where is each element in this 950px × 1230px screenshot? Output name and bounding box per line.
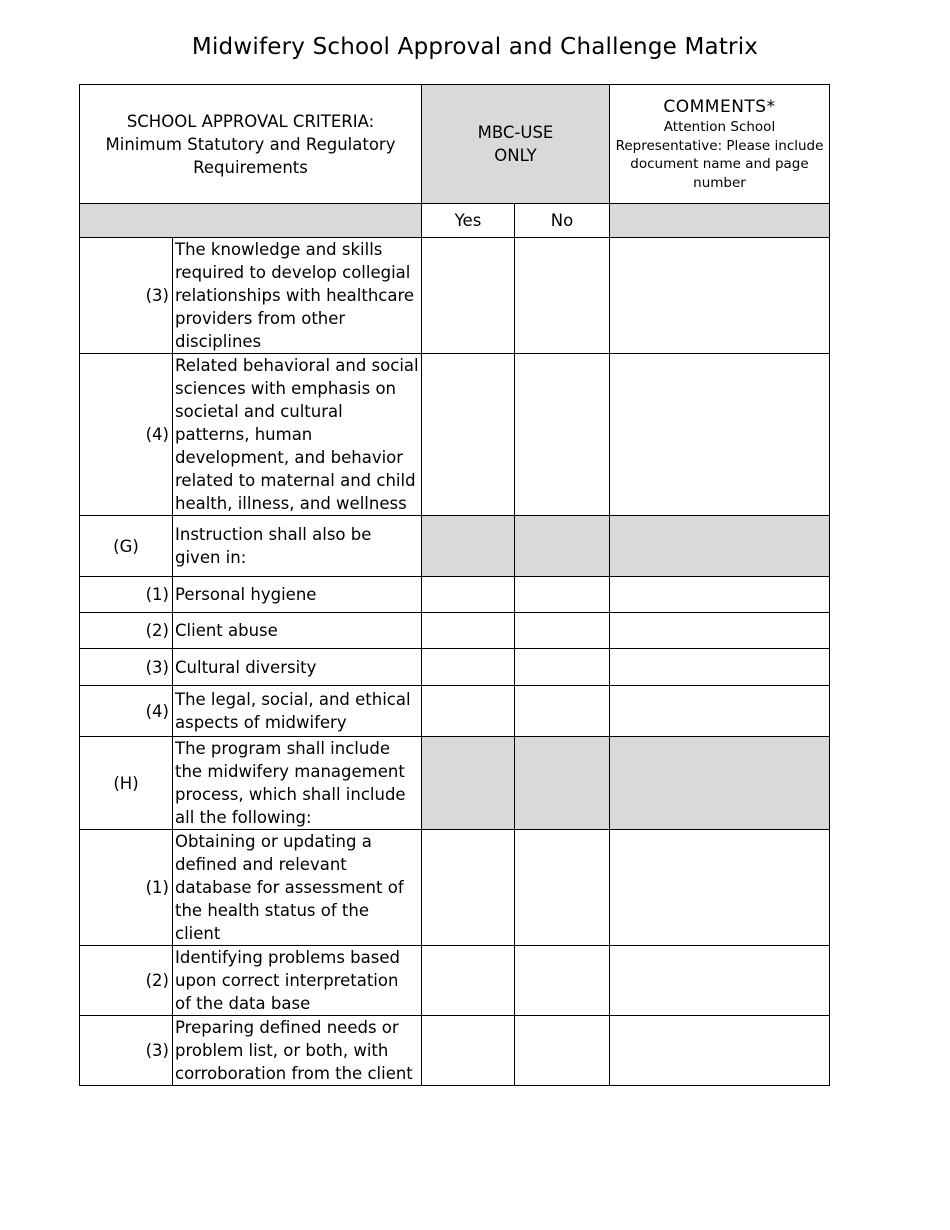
table-row [80, 649, 830, 686]
table-row [80, 577, 830, 613]
comments-title: COMMENTS* [663, 97, 776, 117]
row-criteria: Cultural diversity [173, 649, 422, 686]
yes-cell[interactable] [422, 686, 515, 737]
row-number: (4) [80, 354, 173, 516]
row-criteria: Preparing defined needs or problem list, or both, with corroboration from the client [173, 1016, 422, 1086]
no-cell[interactable] [515, 1016, 610, 1086]
mbc-use-header [422, 85, 610, 204]
no-cell[interactable] [515, 613, 610, 649]
no-cell-disabled [515, 516, 610, 577]
row-number: (3) [80, 238, 173, 354]
mbc-use-label: MBC-USE ONLY [477, 123, 554, 165]
no-cell[interactable] [515, 354, 610, 516]
no-cell[interactable] [515, 577, 610, 613]
row-number: (2) [80, 946, 173, 1016]
row-number: (G) [80, 516, 173, 577]
row-criteria: Instruction shall also be given in: [173, 516, 422, 577]
yes-cell[interactable] [422, 649, 515, 686]
comments-cell[interactable] [610, 686, 830, 737]
criteria-header-line2: Minimum Statutory and Regulatory Requirements [105, 134, 396, 177]
comments-cell[interactable] [610, 577, 830, 613]
no-cell[interactable] [515, 649, 610, 686]
comments-header [610, 85, 830, 204]
yes-cell[interactable] [422, 613, 515, 649]
row-criteria: The program shall include the midwifery management process, which shall include all the following: [173, 737, 422, 830]
row-criteria: Personal hygiene [173, 577, 422, 613]
yes-header: Yes [422, 204, 515, 238]
comments-cell[interactable] [610, 830, 830, 946]
table-row [80, 354, 830, 516]
comments-cell[interactable] [610, 946, 830, 1016]
table-row-section [80, 516, 830, 577]
comments-cell[interactable] [610, 1016, 830, 1086]
comments-cell[interactable] [610, 354, 830, 516]
row-number: (3) [80, 1016, 173, 1086]
no-cell[interactable] [515, 946, 610, 1016]
yes-cell[interactable] [422, 577, 515, 613]
comments-cell-disabled [610, 516, 830, 577]
row-number: (3) [80, 649, 173, 686]
criteria-header [80, 85, 422, 204]
comments-cell[interactable] [610, 238, 830, 354]
row-criteria: Identifying problems based upon correct interpretation of the data base [173, 946, 422, 1016]
no-cell[interactable] [515, 238, 610, 354]
row-number: (4) [80, 686, 173, 737]
subheader-row [80, 204, 830, 238]
table-row [80, 613, 830, 649]
header-row [80, 85, 830, 204]
comments-note: Attention School Representative: Please include document name and page number [615, 119, 824, 191]
yes-cell-disabled [422, 737, 515, 830]
row-criteria: The knowledge and skills required to develop collegial relationships with healthcare providers from other disciplines [173, 238, 422, 354]
table-row [80, 1016, 830, 1086]
row-number: (2) [80, 613, 173, 649]
yes-cell[interactable] [422, 830, 515, 946]
criteria-header-line1: SCHOOL APPROVAL CRITERIA: [126, 111, 375, 131]
row-number: (H) [80, 737, 173, 830]
comments-subheader-blank [610, 204, 830, 238]
no-cell-disabled [515, 737, 610, 830]
no-cell[interactable] [515, 686, 610, 737]
comments-cell[interactable] [610, 649, 830, 686]
table-row [80, 946, 830, 1016]
page-title: Midwifery School Approval and Challenge Matrix [191, 34, 759, 60]
row-criteria: The legal, social, and ethical aspects of midwifery [173, 686, 422, 737]
table-row [80, 830, 830, 946]
comments-cell[interactable] [610, 613, 830, 649]
comments-cell-disabled [610, 737, 830, 830]
yes-cell-disabled [422, 516, 515, 577]
table-row-section [80, 737, 830, 830]
row-criteria: Client abuse [173, 613, 422, 649]
no-header: No [515, 204, 610, 238]
table-row [80, 686, 830, 737]
yes-cell[interactable] [422, 354, 515, 516]
no-cell[interactable] [515, 830, 610, 946]
row-criteria: Related behavioral and social sciences with emphasis on societal and cultural patterns, human development, and behavior related to maternal and child health, illness, and wellness [173, 354, 422, 516]
approval-matrix-table [79, 84, 830, 1086]
yes-cell[interactable] [422, 946, 515, 1016]
table-row [80, 238, 830, 354]
row-criteria: Obtaining or updating a defined and relevant database for assessment of the health status of the client [173, 830, 422, 946]
subheader-blank [80, 204, 422, 238]
row-number: (1) [80, 577, 173, 613]
row-number: (1) [80, 830, 173, 946]
yes-cell[interactable] [422, 238, 515, 354]
yes-cell[interactable] [422, 1016, 515, 1086]
